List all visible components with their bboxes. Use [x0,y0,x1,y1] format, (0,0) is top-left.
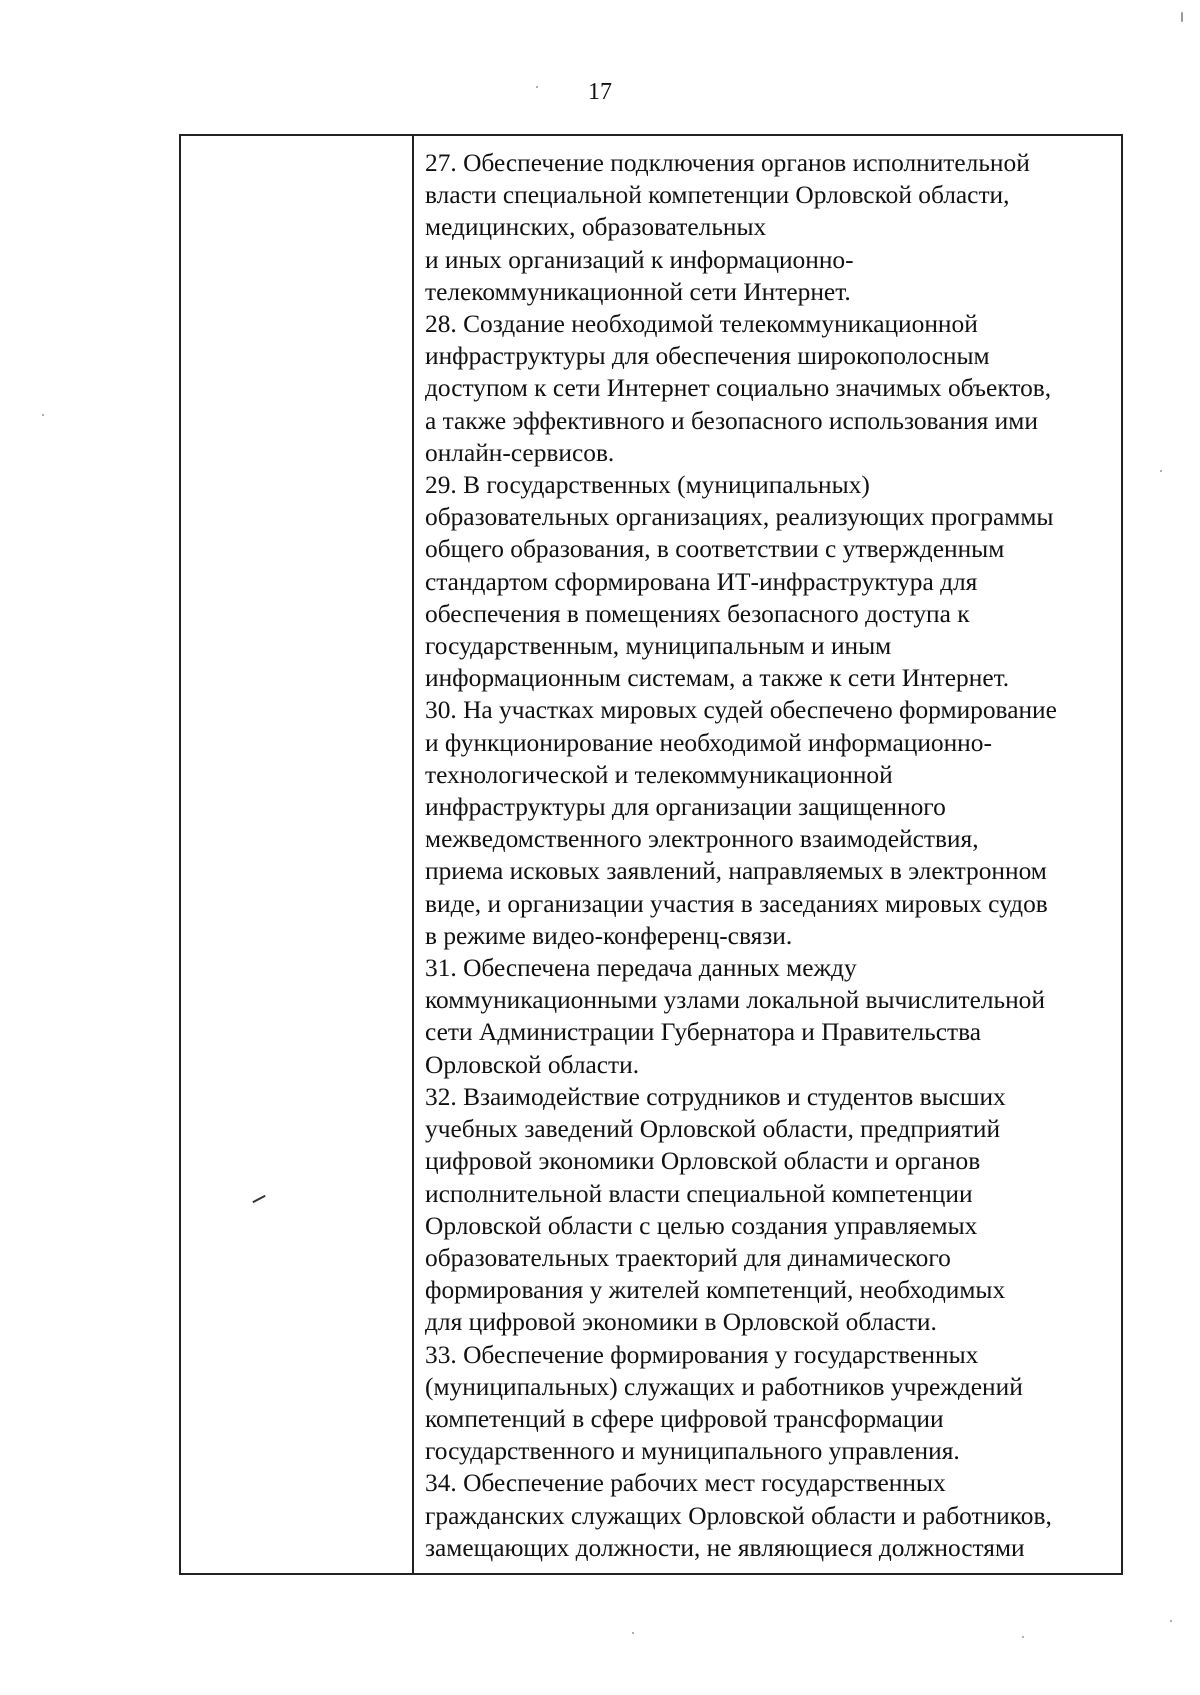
text-line: общего образования, в соответствии с утвержденным [425,535,1005,564]
text-line: инфраструктуры для обеспечения широкополосным [425,342,990,371]
text-line: информационным системам, а также к сети Интернет. [425,664,1010,693]
page-number: 17 [588,79,612,105]
text-line: коммуникационными узлами локальной вычислительной [425,986,1045,1015]
text-line: виде, и организации участия в заседаниях мировых судов [425,889,1048,918]
text-line: в режиме видео-конференц-связи. [425,921,793,950]
text-line: 27. Обеспечение подключения органов исполнительной [425,149,1030,177]
scan-speck [42,414,44,416]
text-line: медицинских, образовательных [425,213,767,242]
text-line: 29. В государственных (муниципальных) [425,471,870,500]
text-line: 34. Обеспечение рабочих мест государственных [425,1469,946,1498]
text-line: (муниципальных) служащих и работников учреждений [425,1372,1023,1401]
text-line: и функционирование необходимой информационно- [425,728,992,757]
scan-speck [1160,470,1162,472]
text-line: компетенций в сфере цифровой трансформации [425,1404,944,1433]
text-line: образовательных организациях, реализующих программы [425,503,1054,532]
text-line: приема исковых заявлений, направляемых в электронном [425,857,1047,886]
text-line: замещающих должности, не являющиеся должностями [425,1533,1025,1562]
text-line: технологической и телекоммуникационной [425,760,893,789]
scan-speck [1181,12,1183,22]
scan-speck [536,86,538,88]
scan-speck [1022,1636,1024,1638]
text-line: Орловской области с целью создания управляемых [425,1211,978,1240]
text-line: цифровой экономики Орловской области и органов [425,1147,981,1176]
text-line: гражданских служащих Орловской области и работников, [425,1501,1052,1530]
text-line: 33. Обеспечение формирования у государственных [425,1340,979,1369]
text-line: 32. Взаимодействие сотрудников и студентов высших [425,1082,1006,1111]
text-line: и иных организаций к информационно- [425,245,854,274]
text-line: формирования у жителей компетенций, необходимых [425,1276,1006,1305]
text-line: для цифровой экономики в Орловской области. [425,1308,937,1337]
text-line: образовательных траекторий для динамического [425,1243,951,1272]
table-right-cell [414,136,1121,1573]
text-line: 28. Создание необходимой телекоммуникационной [425,310,978,339]
text-line: власти специальной компетенции Орловской области, [425,181,1010,210]
text-line: телекоммуникационной сети Интернет. [425,277,851,306]
text-line: а также эффективного и безопасного использования ими [425,406,1038,435]
text-line: Орловской области. [425,1050,640,1079]
text-line: стандартом сформирована ИТ-инфраструктура для [425,567,978,596]
text-line: учебных заведений Орловской области, предприятий [425,1115,1001,1144]
text-line: сети Администрации Губернатора и Правительства [425,1018,982,1047]
text-line: межведомственного электронного взаимодействия, [425,825,979,854]
text-line: доступом к сети Интернет социально значимых объектов, [425,374,1052,403]
text-line: государственного и муниципального управления. [425,1437,960,1466]
scan-speck [1170,1620,1172,1622]
text-line: инфраструктуры для организации защищенного [425,793,946,822]
text-line: 31. Обеспечена передача данных между [425,954,857,983]
text-line: 30. На участках мировых судей обеспечено формирование [425,696,1057,725]
document-table [179,134,1123,1575]
text-line: обеспечения в помещениях безопасного доступа к [425,599,970,628]
text-line: онлайн-сервисов. [425,438,615,467]
scan-speck [632,1632,634,1634]
table-left-cell [181,136,414,1573]
text-line: государственным, муниципальным и иным [425,632,892,661]
text-line: исполнительной власти специальной компетенции [425,1179,973,1208]
